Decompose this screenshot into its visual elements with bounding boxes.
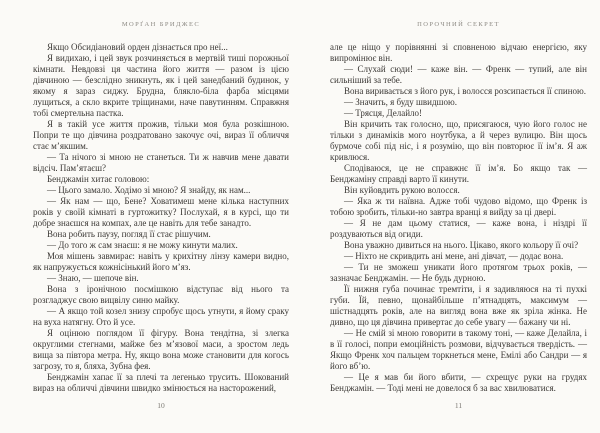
paragraph: — А якщо той козел знизу спробує щось утнути, я йому сраку на вуха натягну. Ото й усе.: [33, 306, 289, 327]
paragraph: — Знаю, — шепоче він.: [47, 273, 139, 283]
page-left: [33, 0, 289, 433]
paragraph: Я оцінюю поглядом її фігуру. Вона тендітна, зі злегка округлими стегнами, майже без м’язової маси, а зростом ледь вища за півтора метра. Ну, якщо вона може становити для когось загрозу, то я, бляха, Зубна фея.: [33, 328, 289, 371]
paragraph: — Не смій зі мною говорити в такому тоні, — каже Делайла, і в її голосі, попри емоційність розмови, відчувається твердість. — Якщо Френк хоч пальцем торкнеться мене, Емілі або Сандри — я його вб’ю.: [330, 328, 587, 371]
paragraph: Вона з іронічною посмішкою відступає від нього та розгладжує свою вицвілу синю майку.: [33, 284, 289, 305]
page-right-text: [330, 42, 587, 394]
paragraph: — Слухай сюди! — каже він. — Френк — тупий, але він сильніший за тебе.: [330, 64, 587, 85]
paragraph: — Цього замало. Ходімо зі мною? Я знайду, як нам...: [47, 185, 251, 195]
paragraph: Він кричить так голосно, що, присягаюся, чую його голос не тільки з динаміків мого ноутбука, а й через вулицю. Він щось бурмоче собі під ніс, і я розумію, що він повторює її ім’я. Я аж кривлюся.: [330, 119, 587, 162]
paragraph: — До того ж сам знаєш: я не можу кинути малих.: [47, 240, 238, 250]
running-header-author: МОРҐАН БРИДЖЕС: [121, 21, 201, 28]
paragraph: Якщо Обсидіановий орден дізнається про неї...: [47, 42, 228, 52]
paragraph: — Я не дам цьому статися, — каже вона, і ніздрі її роздуваються від огиди.: [330, 218, 587, 239]
paragraph: Він куйовдить рукою волосся.: [344, 185, 460, 195]
paragraph: Я в такій усе життя прожив, тільки моя була розкішною. Попри те що дівчина роздратовано закочує очі, вираз її обличчя стає м’якшим.: [33, 119, 289, 151]
paragraph: Бенджамін хитає головою:: [47, 174, 150, 184]
page-left-text: [33, 42, 289, 394]
paragraph: — Значить, я буду швидшою.: [344, 97, 457, 107]
paragraph: Вона уважно дивиться на нього. Цікаво, якого кольору її очі?: [344, 240, 579, 250]
paragraph: — Це я мав би його вбити, — схрещує руки на грудях Бенджамін. — Тоді мені не довелося б за вас хвилюватися.: [330, 372, 587, 393]
page-number-right: 11: [454, 401, 463, 410]
paragraph: — Ніхто не скривдить ані мене, ані дівчат, — додає вона.: [344, 251, 564, 261]
running-header-title: ПОРОЧНИЙ СЕКРЕТ: [417, 21, 500, 28]
paragraph: — Ти не зможеш уникати його протягом трьох років, — зазначає Бенджамін. — Не будь дурною.: [330, 262, 587, 283]
paragraph: Її нижня губа починає тремтіти, і я задивляюся на ті пухкі губи. Їй, певно, щонайбільше п’ятнадцять, максимум — шістнадцять років, але на вигляд вона вже як зріла жінка. Не дивно, що ця дівчина привертає до себе увагу — бажану чи ні.: [330, 284, 587, 327]
paragraph: — Як нам — що, Бене? Ховатимеш мене кілька наступних років у своїй кімнаті в гуртожитку? Послухай, я в курсі, що ти добре знаєшся на компах, але це навіть для тебе занадто.: [33, 196, 289, 228]
paragraph: Моя мішень завмирає: навіть у крихітну лінзу камери видно, як напружується кожнісінький його м’яз.: [33, 251, 289, 272]
paragraph: Сподіваюся, це не справжнє її ім’я. Бо якщо так — Бенджаміну справді варто її кинути.: [330, 163, 587, 184]
paragraph: — Та нічого зі мною не станеться. Ти ж навчив мене давати відсіч. Пам’ятаєш?: [33, 152, 289, 173]
paragraph: але це ніщо у порівнянні зі сповненою відчаю енергією, яку випромінює він.: [330, 42, 587, 63]
page-right: [330, 0, 587, 433]
page-number-left: 10: [157, 401, 165, 410]
paragraph: Вона робить паузу, погляд її стає рішучим.: [47, 229, 211, 239]
paragraph: Я видихаю, і цей звук розчиняється в мертвій тиші порожньої кімнати. Невдовзі ця частина його життя — разом із цією дівчиною — безслідно зникнуть, як і цей занедбаний будинок, у якому я зараз сиджу. Брудна, блякло-біла фарба місцями лущиться, а скло вкрите тріщинами, наче павутинням. Справжня тобі смертельна пастка.: [33, 53, 289, 118]
paragraph: Бенджамін хапає її за плечі та легенько трусить. Шокований вираз на обличчі дівчини швидко змінюється на насторожений,: [33, 372, 289, 393]
paragraph: — Яка ж ти наївна. Адже тобі чудово відомо, що Френк із тобою зробить, тільки-но завтра вранці я вийду за ці двері.: [330, 196, 587, 217]
paragraph: Вона виривається з його рук, і волосся розсипається її спиною.: [344, 86, 586, 96]
paragraph: — Трясця, Делайло!: [344, 108, 423, 118]
